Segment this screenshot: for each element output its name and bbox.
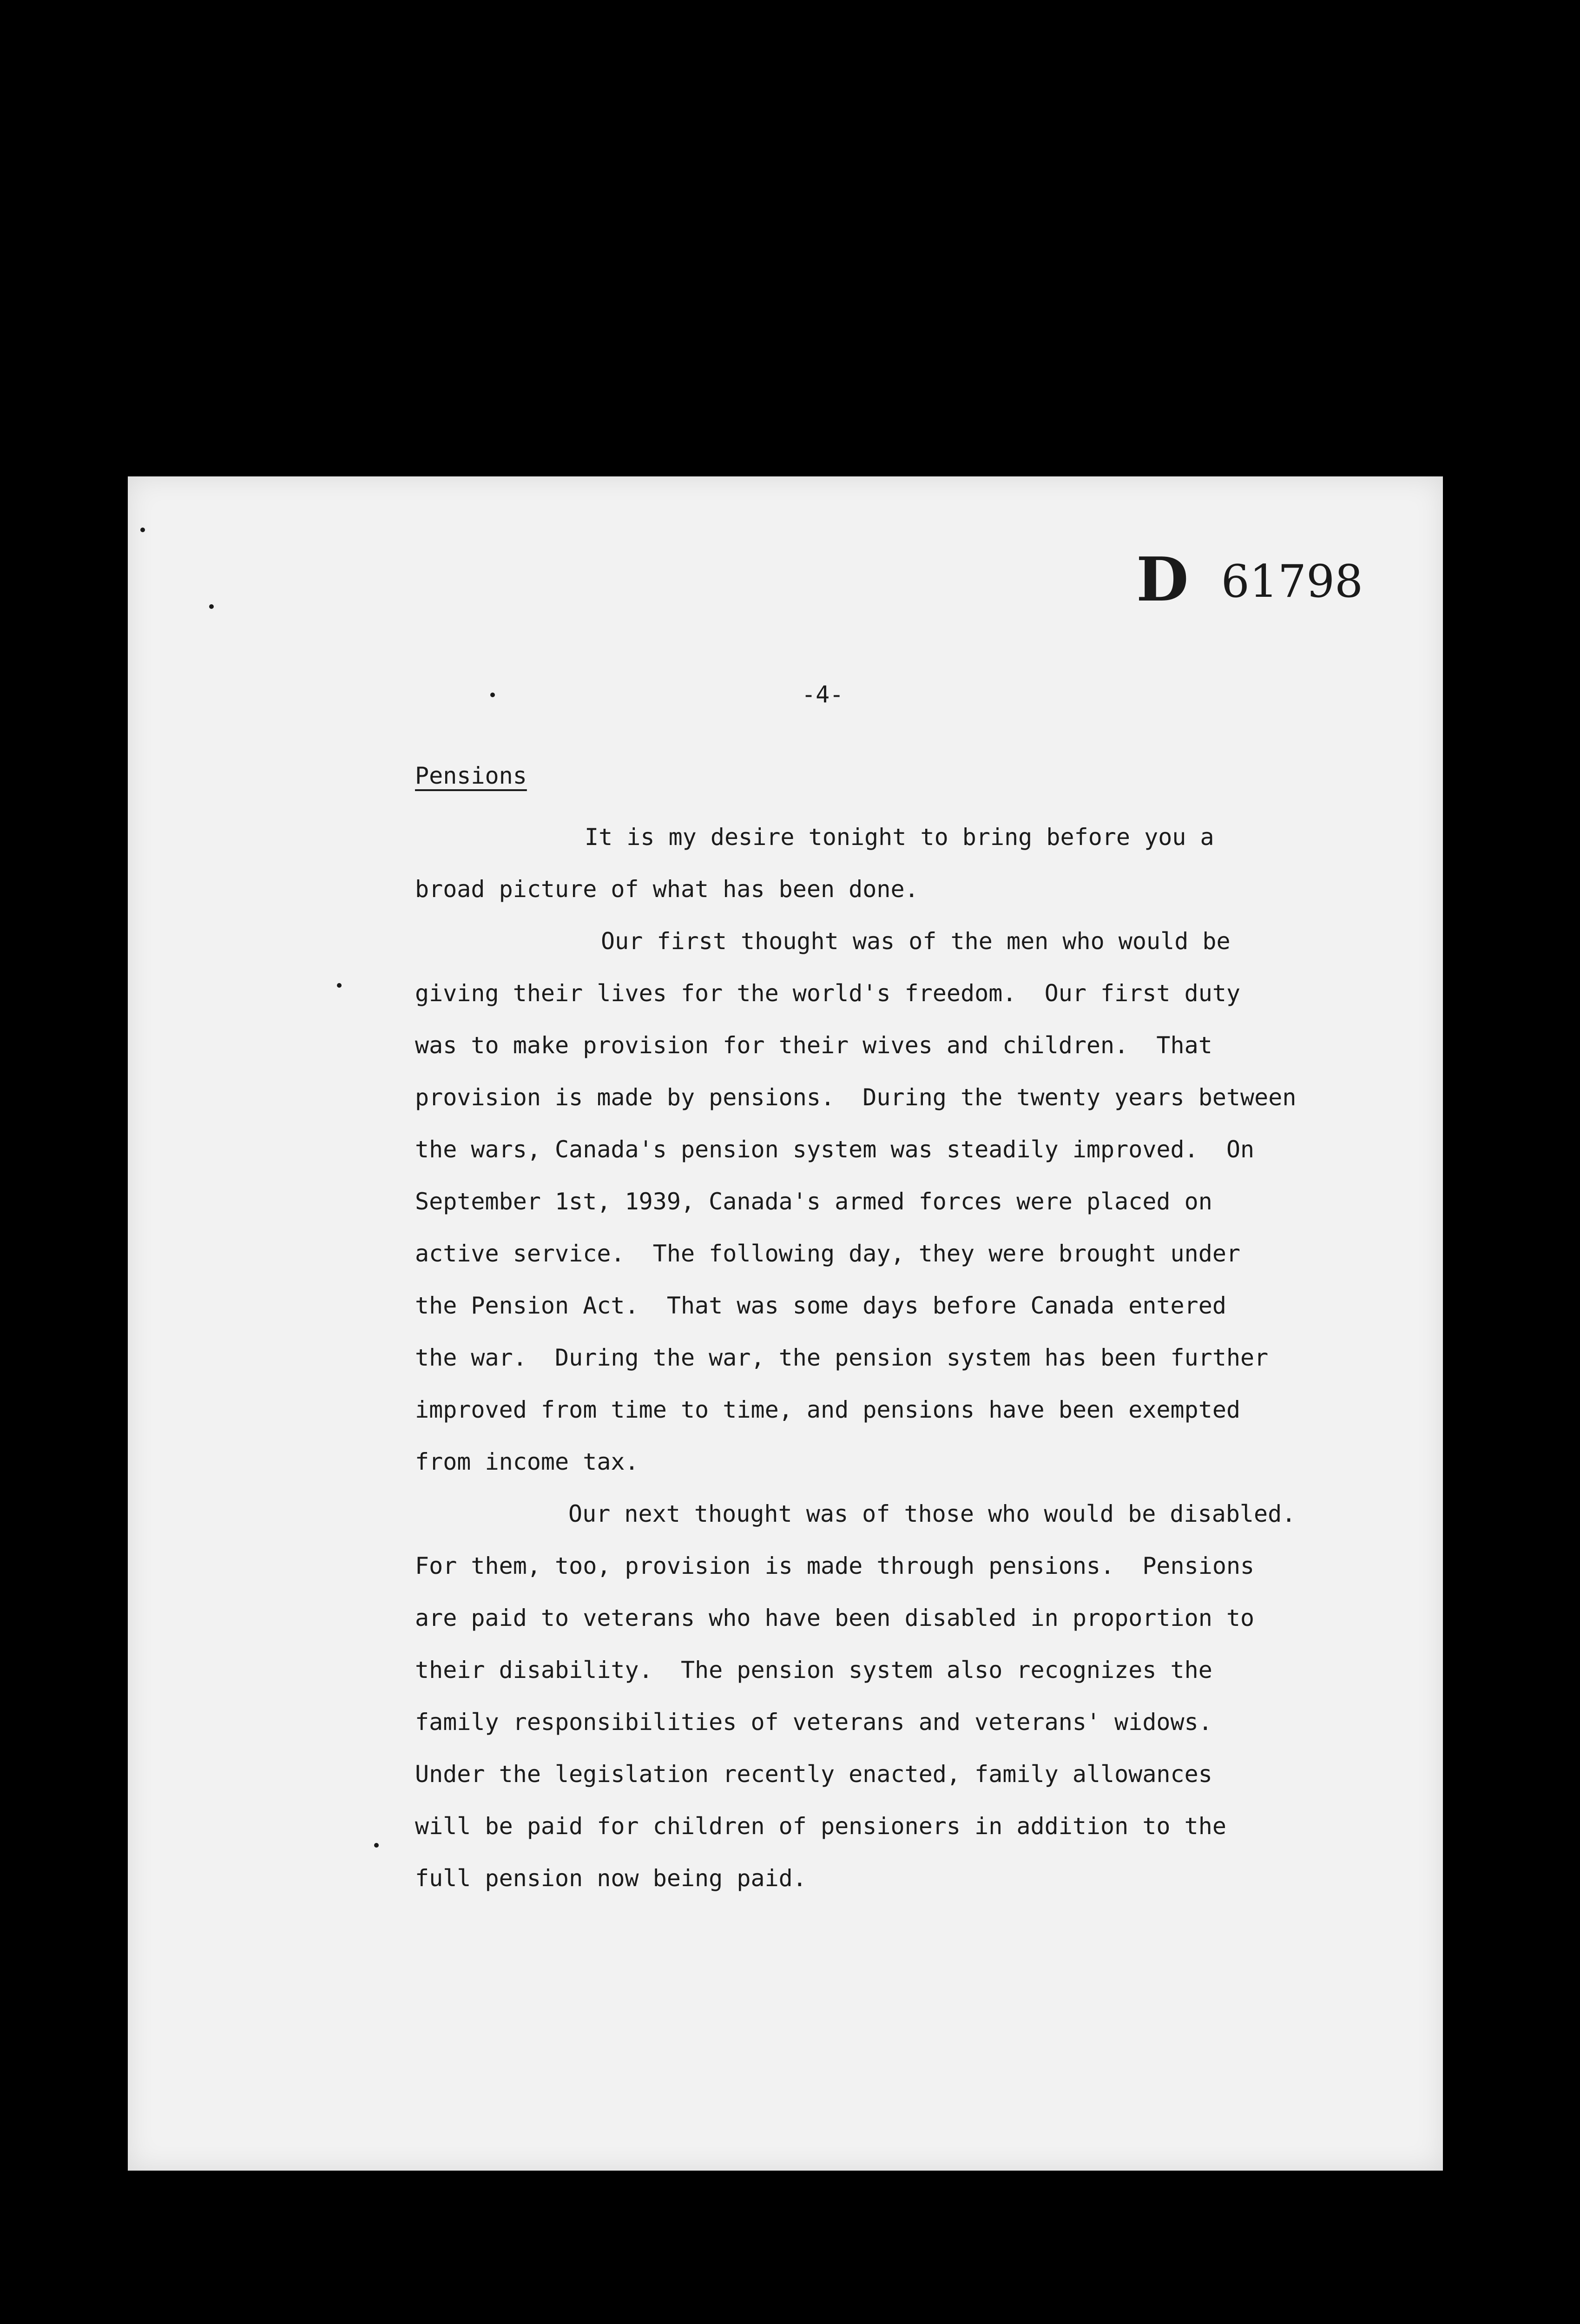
text-line: from income tax. [415,1448,639,1475]
document-number: 61798 [1221,555,1363,607]
text-line: will be paid for children of pensioners in addition to the [415,1813,1226,1840]
text-line: giving their lives for the world's freedom. Our first duty [415,980,1241,1007]
text-line: broad picture of what has been done. [415,876,919,903]
text-line: active service. The following day, they were brought under [415,1240,1241,1267]
text-line: improved from time to time, and pensions have been exempted [415,1396,1241,1423]
text-line: provision is made by pensions. During the twenty years between [415,1084,1297,1111]
paper-speck [490,693,495,697]
text-line: family responsibilities of veterans and veterans' widows. [415,1709,1212,1736]
paper-speck [374,1843,379,1848]
page-number: -4- [802,681,844,708]
text-line: the wars, Canada's pension system was steadily improved. On [415,1136,1255,1163]
document-body [415,811,1391,1904]
paper-speck [337,983,342,988]
document-series-letter: D [1136,544,1189,615]
paper-speck [209,604,214,609]
text-line: full pension now being paid. [415,1865,807,1892]
text-line: Under the legislation recently enacted, family allowances [415,1761,1212,1788]
text-line: are paid to veterans who have been disabled in proportion to [415,1604,1255,1631]
document-identifier [1136,544,1363,615]
text-line: September 1st, 1939, Canada's armed forces were placed on [415,1188,1212,1215]
section-heading: Pensions [415,762,527,789]
paper-speck [140,528,145,532]
text-line: was to make provision for their wives and children. That [415,1032,1212,1059]
text-line: Our next thought was of those who would be disabled. [568,1500,1296,1527]
text-line: their disability. The pension system also recognizes the [415,1657,1212,1684]
text-line: the war. During the war, the pension system has been further [415,1344,1269,1371]
text-line: For them, too, provision is made through pensions. Pensions [415,1552,1255,1579]
text-line: Our first thought was of the men who would be [601,928,1231,955]
text-line: the Pension Act. That was some days before Canada entered [415,1292,1226,1319]
text-line: It is my desire tonight to bring before you a [585,824,1214,851]
